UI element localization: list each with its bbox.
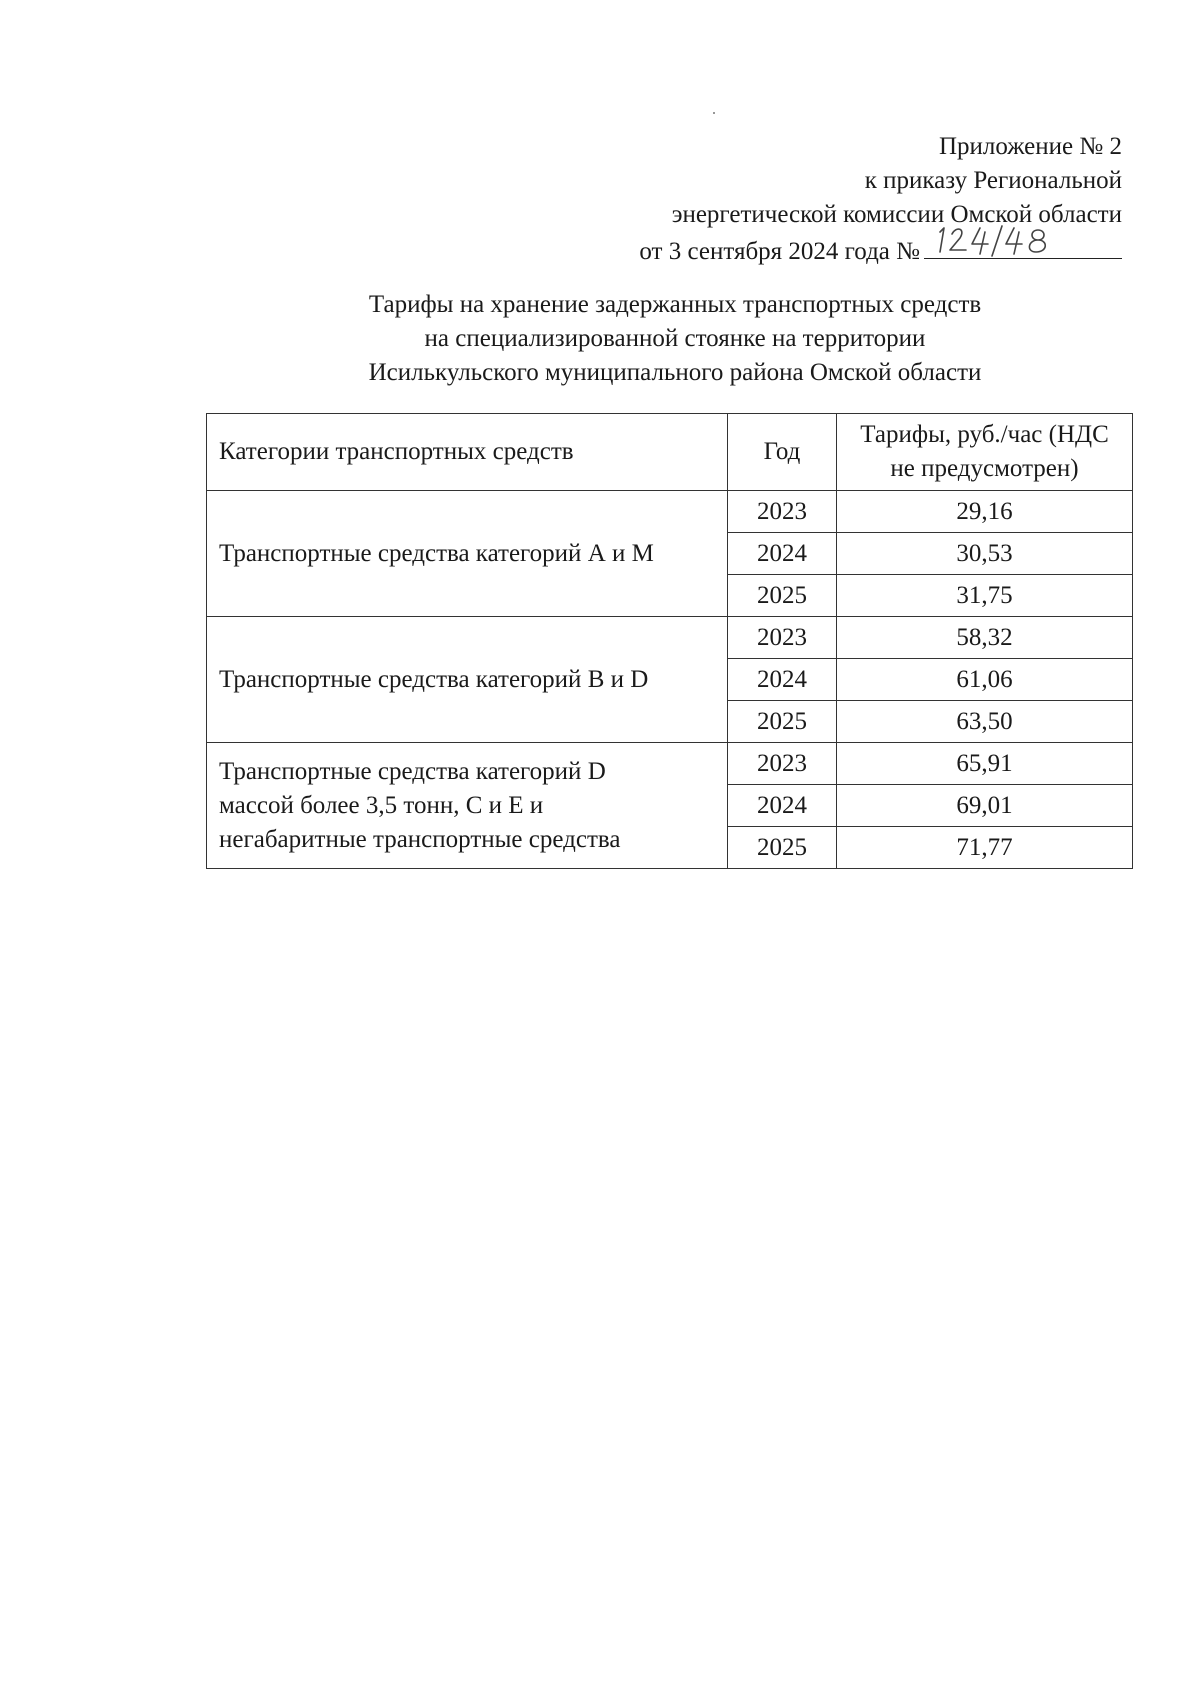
category-line: Транспортные средства категорий D [219, 757, 606, 785]
category-line: негабаритные транспортные средства [219, 825, 621, 853]
title-line-2: на специализированной стоянке на территории [424, 325, 926, 352]
header-tariff-line-2: не предусмотрен) [890, 455, 1079, 482]
order-number-field [924, 232, 1122, 259]
year-cell: 2023 [728, 491, 837, 533]
year-cell: 2025 [728, 575, 837, 617]
appendix-line-2: к приказу Региональной [864, 167, 1122, 194]
year-cell: 2023 [728, 743, 837, 785]
year-cell: 2023 [728, 617, 837, 659]
tariff-cell: 31,75 [837, 575, 1133, 617]
header-category: Категории транспортных средств [207, 414, 728, 491]
appendix-line-4 [639, 232, 1122, 269]
tariff-cell: 63,50 [837, 701, 1133, 743]
tariffs-table [206, 413, 1133, 869]
appendix-line-1: Приложение № 2 [938, 133, 1122, 160]
order-date-text: от 3 сентября 2024 года № [639, 238, 920, 265]
appendix-header [639, 130, 1122, 269]
header-tariff [837, 414, 1133, 491]
header-year: Год [728, 414, 837, 491]
table-row [207, 617, 1133, 659]
document-title [200, 288, 1150, 390]
category-cell: Транспортные средства категорий В и D [207, 617, 728, 743]
tariff-cell: 29,16 [837, 491, 1133, 533]
year-cell: 2024 [728, 659, 837, 701]
handwritten-order-number [930, 222, 1080, 258]
year-cell: 2025 [728, 701, 837, 743]
tariff-cell: 58,32 [837, 617, 1133, 659]
year-cell: 2025 [728, 827, 837, 869]
table-row [207, 491, 1133, 533]
category-line: массой более 3,5 тонн, С и Е и [219, 791, 544, 819]
title-line-3: Исилькульского муниципального района Омской области [368, 359, 982, 386]
header-tariff-line-1: Тарифы, руб./час (НДС [860, 421, 1109, 448]
category-cell [207, 743, 728, 869]
title-line-1: Тарифы на хранение задержанных транспортных средств [368, 291, 982, 318]
tariff-cell: 69,01 [837, 785, 1133, 827]
tariff-cell: 61,06 [837, 659, 1133, 701]
table-row [207, 743, 1133, 785]
year-cell: 2024 [728, 533, 837, 575]
scan-speck [713, 112, 715, 114]
category-cell: Транспортные средства категорий А и М [207, 491, 728, 617]
table-header-row [207, 414, 1133, 491]
tariff-cell: 30,53 [837, 533, 1133, 575]
tariff-cell: 71,77 [837, 827, 1133, 869]
tariff-cell: 65,91 [837, 743, 1133, 785]
year-cell: 2024 [728, 785, 837, 827]
appendix-line-3: энергетической комиссии Омской области [671, 201, 1122, 228]
